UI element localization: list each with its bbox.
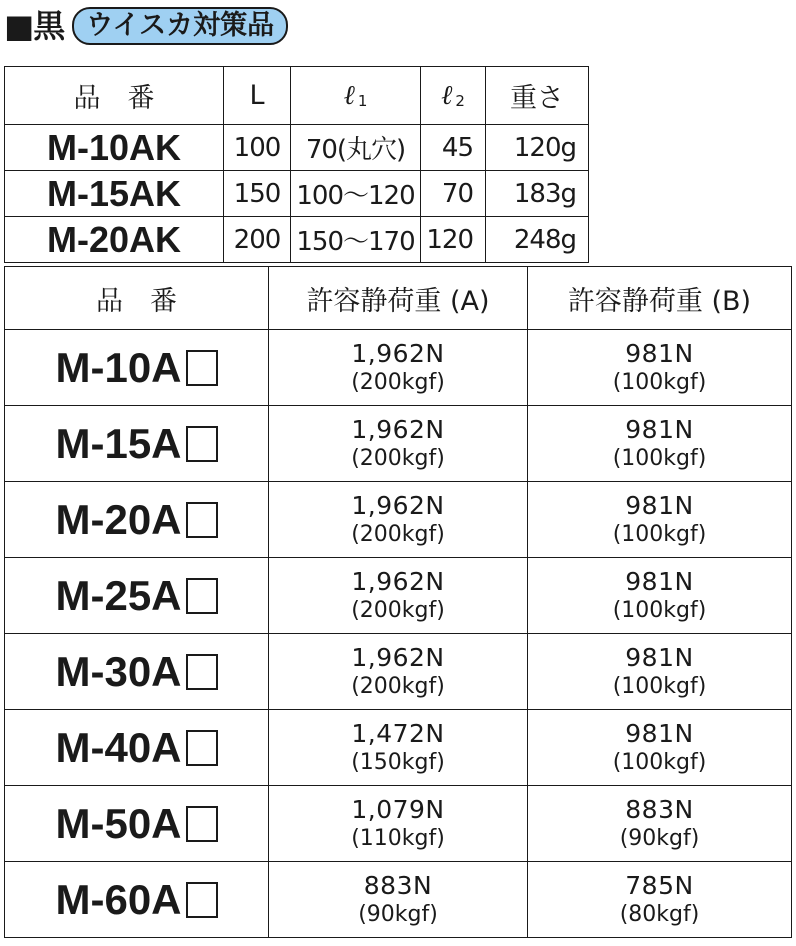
part-number: M-20AK xyxy=(5,217,224,263)
load-a-newton: 1,962N xyxy=(351,642,445,672)
load-a-cell xyxy=(269,558,528,634)
variant-placeholder-box xyxy=(186,654,218,690)
part-number: M-15AK xyxy=(5,171,224,217)
load-b-cell xyxy=(528,330,792,406)
load-b-cell xyxy=(528,786,792,862)
part-number: M-20A xyxy=(55,495,182,543)
weight-value: 248g xyxy=(486,217,589,263)
load-a-newton: 1,079N xyxy=(351,794,445,824)
table-row xyxy=(5,482,792,558)
load-b-kgf: (100kgf) xyxy=(612,673,707,699)
spec-header-l1 xyxy=(291,67,421,125)
part-number: M-10A xyxy=(55,343,182,391)
spec-header-l1-sub: 1 xyxy=(357,92,368,110)
length-value: 150 xyxy=(224,171,291,217)
heading-square-bullet: ■ xyxy=(4,7,34,45)
load-b-newton: 981N xyxy=(625,566,694,596)
load-b-newton: 981N xyxy=(625,414,694,444)
load-header-static-load-a: 許容静荷重 (A) xyxy=(269,267,528,330)
l2-value: 70 xyxy=(421,171,486,217)
load-b-newton: 981N xyxy=(625,718,694,748)
part-number: M-10AK xyxy=(5,125,224,171)
load-a-newton: 1,962N xyxy=(351,414,445,444)
load-b-newton: 981N xyxy=(625,642,694,672)
part-number-cell xyxy=(5,558,269,634)
load-a-newton: 1,962N xyxy=(351,338,445,368)
variant-placeholder-box xyxy=(186,578,218,614)
load-b-kgf: (100kgf) xyxy=(612,521,707,547)
variant-placeholder-box xyxy=(186,806,218,842)
load-a-newton: 1,472N xyxy=(351,718,445,748)
table-row xyxy=(5,330,792,406)
l1-value: 70(丸穴) xyxy=(291,125,421,171)
load-b-kgf: (100kgf) xyxy=(612,597,707,623)
l2-value: 45 xyxy=(421,125,486,171)
load-header-part-number: 品 番 xyxy=(5,267,269,330)
load-a-cell xyxy=(269,710,528,786)
load-header-static-load-b: 許容静荷重 (B) xyxy=(528,267,792,330)
load-b-cell xyxy=(528,482,792,558)
l1-value: 100～120 xyxy=(291,171,421,217)
load-a-cell xyxy=(269,786,528,862)
load-a-kgf: (90kgf) xyxy=(358,901,438,927)
load-b-newton: 981N xyxy=(625,338,694,368)
load-a-cell xyxy=(269,634,528,710)
length-value: 200 xyxy=(224,217,291,263)
l2-value: 120 xyxy=(421,217,486,263)
part-number-cell xyxy=(5,634,269,710)
weight-value: 183g xyxy=(486,171,589,217)
load-a-kgf: (110kgf) xyxy=(351,825,445,851)
part-number-cell xyxy=(5,406,269,482)
table-row xyxy=(5,558,792,634)
load-a-kgf: (200kgf) xyxy=(351,369,445,395)
load-b-kgf: (90kgf) xyxy=(619,825,700,851)
load-b-cell xyxy=(528,406,792,482)
load-b-kgf: (100kgf) xyxy=(612,749,707,775)
spec-table-header-row xyxy=(5,67,589,125)
spec-header-l1-symbol: ℓ xyxy=(343,80,355,111)
load-b-cell xyxy=(528,558,792,634)
table-row xyxy=(5,862,792,938)
weight-value: 120g xyxy=(486,125,589,171)
load-b-newton: 981N xyxy=(625,490,694,520)
length-value: 100 xyxy=(224,125,291,171)
spec-header-weight: 重さ xyxy=(486,67,589,125)
load-a-cell xyxy=(269,482,528,558)
load-a-kgf: (200kgf) xyxy=(351,521,445,547)
spec-header-l2 xyxy=(421,67,486,125)
part-number-cell xyxy=(5,330,269,406)
spec-header-part-number: 品 番 xyxy=(5,67,224,125)
part-number-cell xyxy=(5,786,269,862)
variant-placeholder-box xyxy=(186,350,218,386)
load-a-kgf: (150kgf) xyxy=(351,749,445,775)
load-b-kgf: (100kgf) xyxy=(612,445,707,471)
part-number: M-40A xyxy=(55,723,182,771)
part-number: M-15A xyxy=(55,419,182,467)
spec-header-length: L xyxy=(224,67,291,125)
load-table xyxy=(4,266,792,938)
part-number: M-50A xyxy=(55,799,182,847)
spec-header-l2-symbol: ℓ xyxy=(441,80,453,111)
table-row xyxy=(5,710,792,786)
part-number: M-25A xyxy=(55,571,182,619)
load-b-kgf: (100kgf) xyxy=(612,369,707,395)
load-a-cell xyxy=(269,862,528,938)
load-a-kgf: (200kgf) xyxy=(351,445,445,471)
table-row xyxy=(5,786,792,862)
whisker-countermeasure-badge: ウイスカ対策品 xyxy=(72,7,288,45)
load-b-kgf: (80kgf) xyxy=(619,901,700,927)
table-row xyxy=(5,217,589,263)
variant-placeholder-box xyxy=(186,882,218,918)
variant-placeholder-box xyxy=(186,730,218,766)
load-b-newton: 785N xyxy=(625,870,694,900)
table-row xyxy=(5,406,792,482)
table-row xyxy=(5,171,589,217)
load-b-cell xyxy=(528,634,792,710)
part-number: M-60A xyxy=(55,875,182,923)
part-number: M-30A xyxy=(55,647,182,695)
load-a-cell xyxy=(269,330,528,406)
load-a-kgf: (200kgf) xyxy=(351,597,445,623)
table-row xyxy=(5,125,589,171)
section-heading xyxy=(4,6,288,46)
load-a-cell xyxy=(269,406,528,482)
load-a-newton: 883N xyxy=(363,870,433,900)
load-b-newton: 883N xyxy=(625,794,694,824)
heading-color-label: 黒 xyxy=(33,7,65,45)
variant-placeholder-box xyxy=(186,502,218,538)
load-a-kgf: (200kgf) xyxy=(351,673,445,699)
part-number-cell xyxy=(5,482,269,558)
table-row xyxy=(5,634,792,710)
part-number-cell xyxy=(5,710,269,786)
variant-placeholder-box xyxy=(186,426,218,462)
load-a-newton: 1,962N xyxy=(351,490,445,520)
l1-value: 150～170 xyxy=(291,217,421,263)
spec-header-l2-sub: 2 xyxy=(455,92,465,110)
load-b-cell xyxy=(528,862,792,938)
spec-table xyxy=(4,66,589,263)
part-number-cell xyxy=(5,862,269,938)
load-b-cell xyxy=(528,710,792,786)
load-table-header-row xyxy=(5,267,792,330)
load-a-newton: 1,962N xyxy=(351,566,445,596)
